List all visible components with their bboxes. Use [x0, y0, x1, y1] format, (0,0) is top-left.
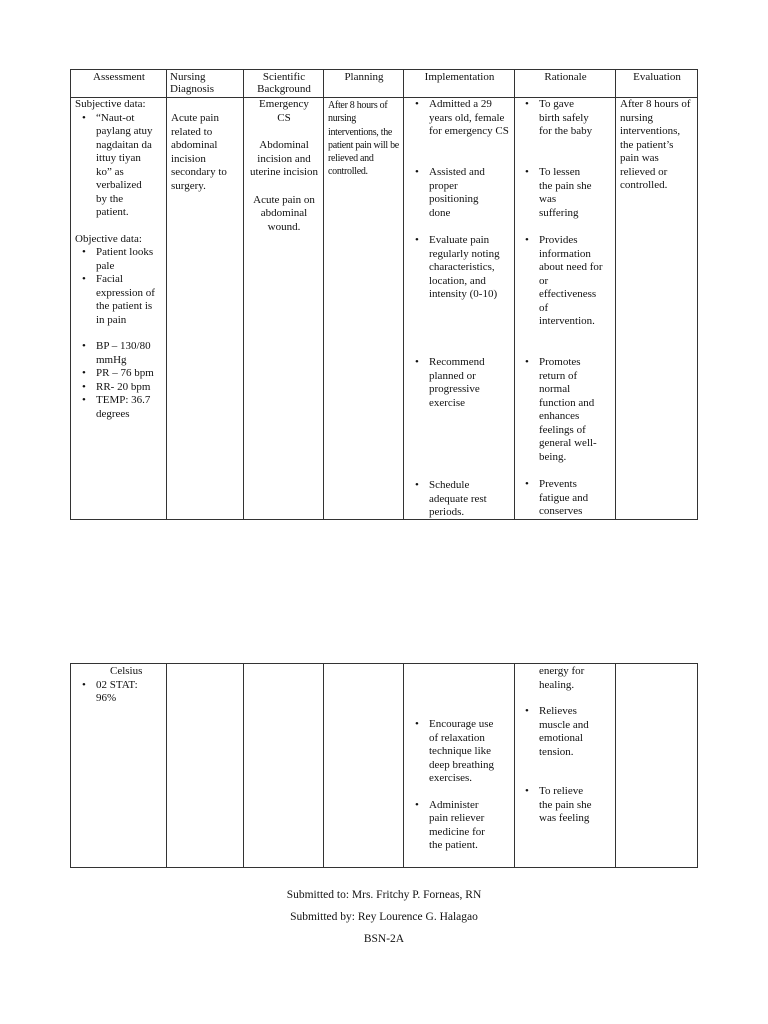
header-rationale: Rationale: [544, 71, 587, 83]
evaluation-text: After 8 hours of nursing interventions, the patient’s pain was relieved or controlled.: [620, 98, 691, 191]
submitted-to: Submitted to: Mrs. Fritchy P. Forneas, RN: [286, 889, 482, 901]
rationale-item-continued: energy for healing.: [539, 665, 585, 691]
implementation-item: • Assisted and proper positioning done: [408, 166, 491, 220]
assessment-cell: [75, 98, 167, 421]
background-cell: [247, 98, 321, 234]
rationale-cell-continued: [518, 665, 616, 826]
objective-item: • Facial expression of the patient is in pain: [75, 273, 156, 327]
rationale-cell: [518, 98, 616, 519]
background-item: Emergency CS: [259, 98, 309, 124]
diagnosis-text: Acute pain related to abdominal incision secondary to surgery.: [171, 112, 227, 192]
header-assessment: Assessment: [93, 71, 145, 83]
rationale-item: • Provides information about need for or effectiveness of intervention.: [518, 234, 603, 342]
vital-temp-continued: Celsius: [110, 665, 143, 677]
implementation-item: • Evaluate pain regularly noting characteristics, location, and intensity (0-10): [408, 234, 514, 329]
evaluation-column: [616, 664, 698, 867]
vital-pr: • PR – 76 bpm: [75, 367, 156, 381]
care-plan-table: [70, 69, 698, 520]
care-plan-table-continued: [70, 663, 698, 868]
vital-temp: • TEMP: 36.7 degrees: [75, 394, 156, 421]
rationale-item: • Relieves muscle and emotional tension.: [518, 705, 599, 759]
subjective-quote: • “Naut-ot paylang atuy nagdaitan da ittuy tiyan ko” as verbalized by the patient.: [75, 112, 154, 220]
header-planning: Planning: [344, 71, 384, 83]
section-label: BSN-2A: [363, 933, 405, 945]
rationale-item: • Prevents fatigue and conserves: [518, 478, 597, 519]
header-nursing-diagnosis: Nursing Diagnosis: [170, 71, 214, 95]
objective-label: Objective data:: [75, 232, 142, 245]
header-evaluation: Evaluation: [633, 71, 681, 83]
vital-rr: • RR- 20 bpm: [75, 381, 156, 395]
implementation-cell: [408, 98, 514, 520]
rationale-item: • Promotes return of normal function and enhances feelings of general well-being.: [518, 356, 601, 464]
rationale-item: • To relieve the pain she was feeling: [518, 785, 599, 826]
background-item: Acute pain on abdominal wound.: [253, 193, 315, 233]
planning-column: [324, 664, 404, 867]
header-scientific-background: Scientific Background: [257, 71, 311, 95]
rationale-item: • To gave birth safely for the baby: [518, 98, 597, 152]
background-item: Abdominal incision and uterine incision: [249, 139, 319, 178]
planning-text: After 8 hours of nursing interventions, the patient pain will be relieved and controlled.: [328, 100, 399, 178]
header-implementation: Implementation: [424, 71, 495, 83]
diagnosis-column: [167, 664, 244, 867]
implementation-item: • Encourage use of relaxation technique like deep breathing exercises.: [408, 718, 501, 786]
implementation-cell-continued: [408, 718, 514, 853]
vital-bp: • BP – 130/80 mmHg: [75, 340, 156, 367]
submitted-by: Submitted by: Rey Lourence G. Halagao: [290, 911, 478, 923]
implementation-item: • Recommend planned or progressive exercise: [408, 356, 491, 451]
vital-o2: • 02 STAT: 96%: [75, 679, 156, 706]
implementation-item: • Schedule adequate rest periods.: [408, 479, 497, 520]
implementation-item: • Administer pain reliever medicine for the patient.: [408, 799, 491, 853]
background-column: [244, 664, 324, 867]
objective-item: • Patient looks pale: [75, 246, 156, 273]
assessment-cell-continued: [75, 665, 167, 706]
rationale-item: • To lessen the pain she was suffering: [518, 166, 595, 220]
implementation-item: • Admitted a 29 years old, female for emergency CS: [408, 98, 514, 152]
subjective-label: Subjective data:: [75, 98, 146, 110]
table-header-row: [71, 70, 697, 98]
